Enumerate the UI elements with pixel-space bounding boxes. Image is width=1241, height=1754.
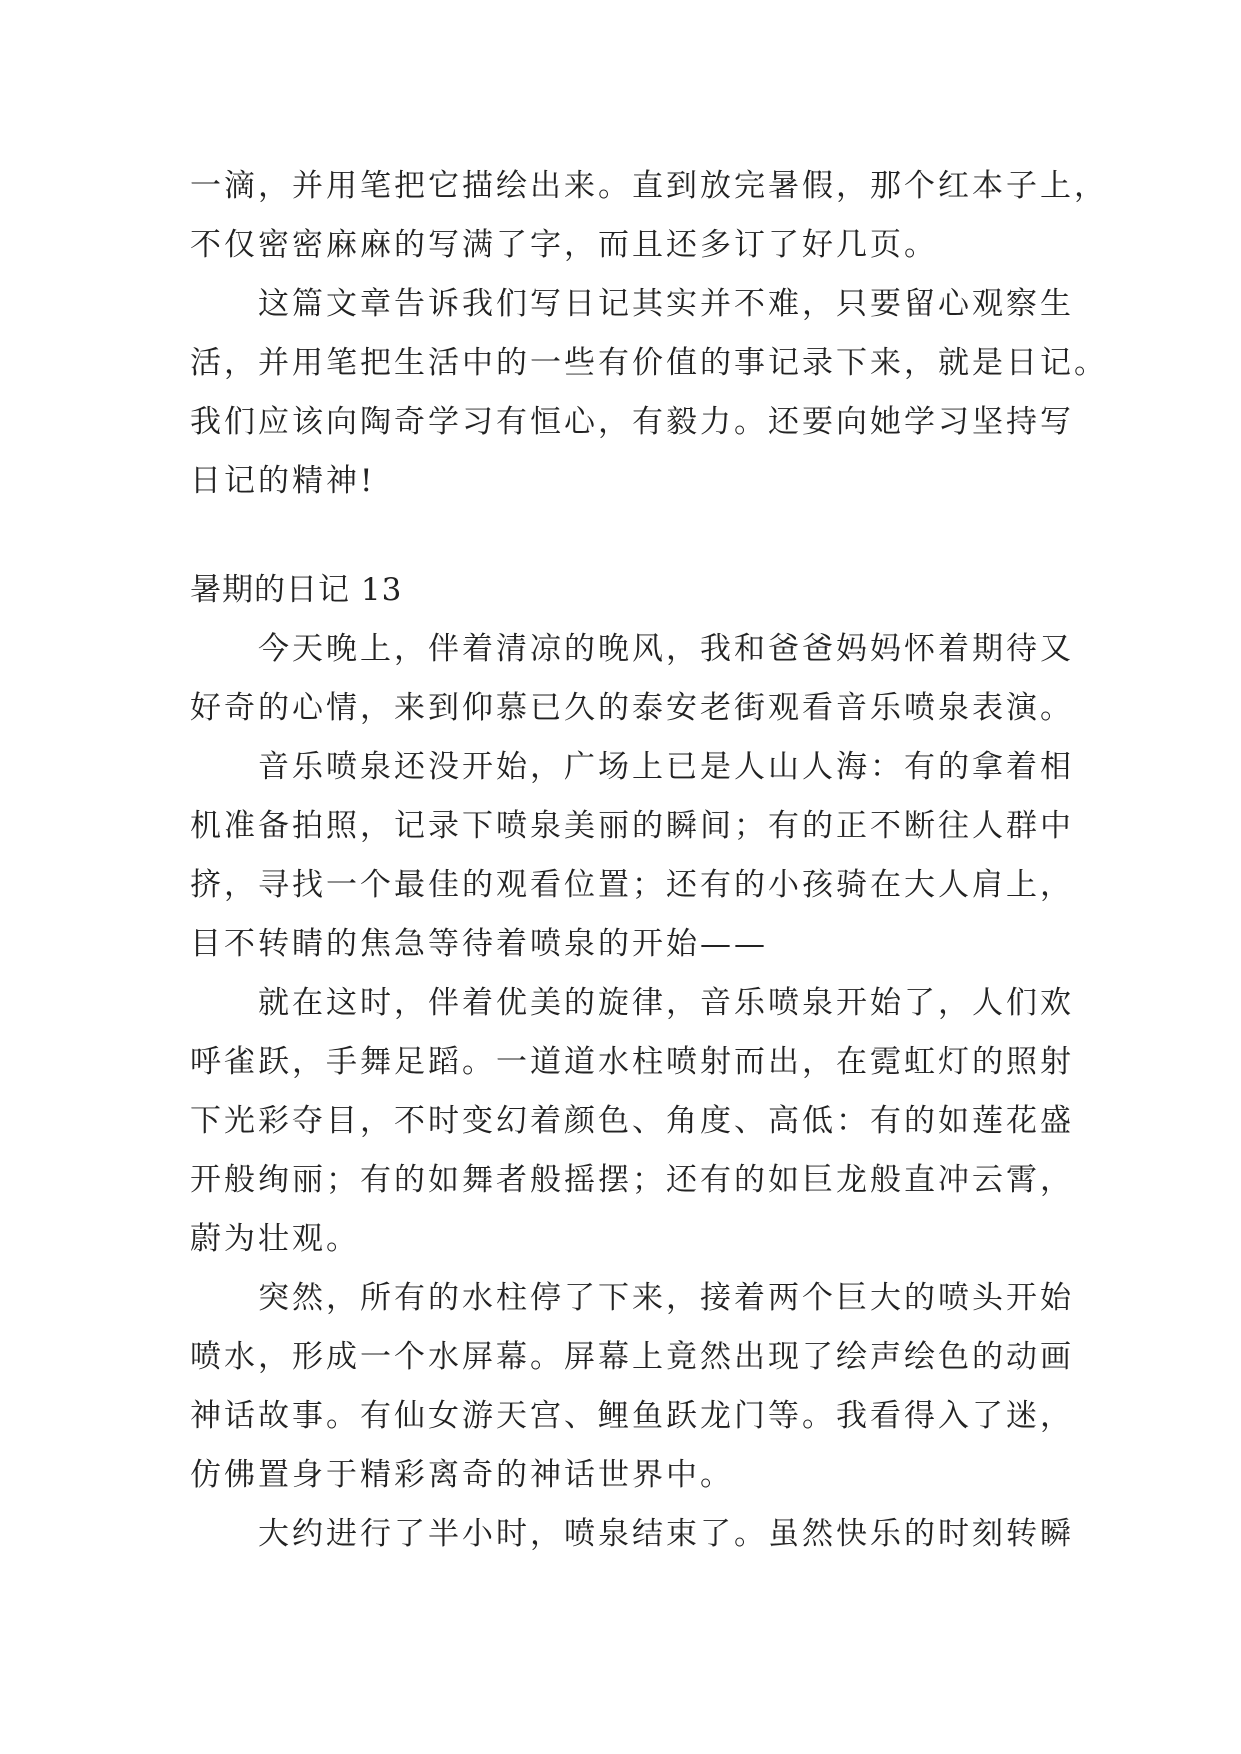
text-line: 机准备拍照，记录下喷泉美丽的瞬间；有的正不断往人群中 [190,808,1074,844]
text-line: 呼雀跃，手舞足蹈。一道道水柱喷射而出，在霓虹灯的照射 [190,1044,1074,1080]
text-line: 仿佛置身于精彩离奇的神话世界中。 [190,1457,734,1493]
text-line: 喷水，形成一个水屏幕。屏幕上竟然出现了绘声绘色的动画 [190,1339,1074,1375]
paragraph-continued [190,157,1108,511]
text-line: 音乐喷泉还没开始，广场上已是人山人海：有的拿着相 [258,749,1074,785]
text-line: 一滴，并用笔把它描绘出来。直到放完暑假，那个红本子上， [190,168,1108,204]
text-line: 不仅密密麻麻的写满了字，而且还多订了好几页。 [190,227,938,263]
text-line: 今天晚上，伴着清凉的晚风，我和爸爸妈妈怀着期待又 [258,631,1074,667]
text-line: 活，并用笔把生活中的一些有价值的事记录下来，就是日记。 [190,345,1108,381]
text-line: 开般绚丽；有的如舞者般摇摆；还有的如巨龙般直冲云霄， [190,1162,1074,1198]
text-line: 大约进行了半小时，喷泉结束了。虽然快乐的时刻转瞬 [258,1516,1074,1552]
text-line: 日记的精神! [190,463,376,499]
text-line: 我们应该向陶奇学习有恒心，有毅力。还要向她学习坚持写 [190,404,1074,440]
text-line: 这篇文章告诉我们写日记其实并不难，只要留心观察生 [258,286,1074,322]
text-line: 蔚为壮观。 [190,1221,360,1257]
text-line: 神话故事。有仙女游天宫、鲤鱼跃龙门等。我看得入了迷， [190,1398,1074,1434]
text-line: 下光彩夺目，不时变幻着颜色、角度、高低：有的如莲花盛 [190,1103,1074,1139]
text-line: 突然，所有的水柱停了下来，接着两个巨大的喷头开始 [258,1280,1074,1316]
section-title: 暑期的日记 13 [190,572,403,608]
text-line: 挤，寻找一个最佳的观看位置；还有的小孩骑在大人肩上， [190,867,1074,903]
text-line: 好奇的心情，来到仰慕已久的泰安老街观看音乐喷泉表演。 [190,690,1074,726]
text-line: 就在这时，伴着优美的旋律，音乐喷泉开始了，人们欢 [258,985,1074,1021]
section [190,561,1074,1564]
text-line: 目不转睛的焦急等待着喷泉的开始—— [190,926,768,962]
